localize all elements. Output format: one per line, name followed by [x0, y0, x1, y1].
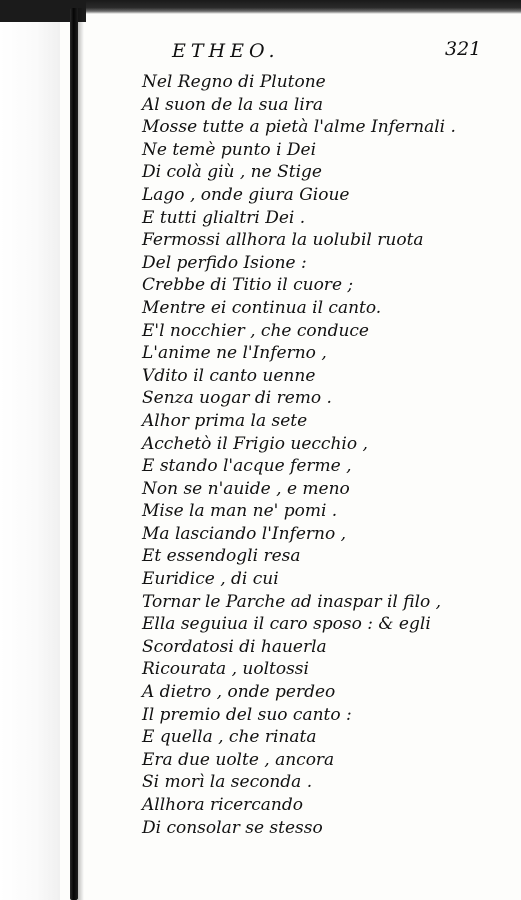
verse-line: Ne temè punto i Dei	[142, 139, 317, 160]
verse-line: L'anime ne l'Inferno ,	[142, 343, 327, 364]
verse-line: Allhora ricercando	[142, 795, 303, 815]
verse-line: Mentre ei continua il canto.	[142, 297, 382, 318]
verse-line: E quella , che rinata	[142, 727, 317, 748]
verse-line: Al suon de la sua lira	[142, 94, 324, 115]
verse-line: Ma lasciando l'Inferno ,	[142, 523, 347, 544]
verse-line: Il premio del suo canto :	[142, 704, 352, 725]
verse-line: Fermossi allhora la uolubil ruota	[142, 230, 424, 251]
verse-line: Tornar le Parche ad inaspar il filo ,	[142, 591, 442, 612]
verse-line: Alhor prima la sete	[142, 410, 308, 431]
verse-line: Scordatosi di hauerla	[142, 636, 327, 657]
verse-line: Vdito il canto uenne	[142, 365, 316, 386]
verse-line: Senza uogar di remo .	[142, 388, 332, 409]
verse-line: Ricourata , uoltossi	[142, 659, 309, 680]
verse-line: E stando l'acque ferme ,	[142, 456, 352, 477]
verse-line: Acchetò il Frigio uecchio ,	[142, 433, 368, 454]
verse-line: A dietro , onde perdeo	[142, 682, 336, 703]
verse-line: Di colà giù , ne Stige	[142, 162, 322, 183]
running-head: ETHEO.	[172, 40, 280, 62]
verse-line: Lago , onde giura Gioue	[142, 184, 350, 205]
verse-line: Era due uolte , ancora	[142, 749, 335, 770]
verse-line: Di consolar se stesso	[142, 817, 323, 838]
verse-line: Crebbe di Titio il cuore ;	[142, 275, 354, 296]
verse-line: Si morì la seconda .	[142, 772, 313, 793]
verse-line: Mosse tutte a pietà l'alme Infernali .	[142, 117, 456, 138]
verse-list	[142, 71, 456, 839]
verse-line: Mise la man ne' pomi .	[142, 501, 338, 522]
verse-line: Del perfido Isione :	[142, 252, 307, 273]
binding-shadow	[78, 8, 84, 900]
page-number: 321	[445, 38, 482, 60]
book-binding	[70, 8, 78, 900]
verse-line: Nel Regno di Plutone	[142, 72, 326, 92]
verse-line: E tutti glialtri Dei .	[142, 207, 306, 228]
verse-line: Euridice , di cui	[142, 569, 279, 590]
verse-line: E'l nocchier , che conduce	[142, 320, 369, 341]
verse-line: Non se n'auide , e meno	[142, 478, 350, 499]
verse-line: Et essendogli resa	[142, 546, 301, 567]
page-gutter	[0, 0, 60, 900]
verse-line: Ella seguiua il caro sposo : & egli	[142, 614, 431, 635]
